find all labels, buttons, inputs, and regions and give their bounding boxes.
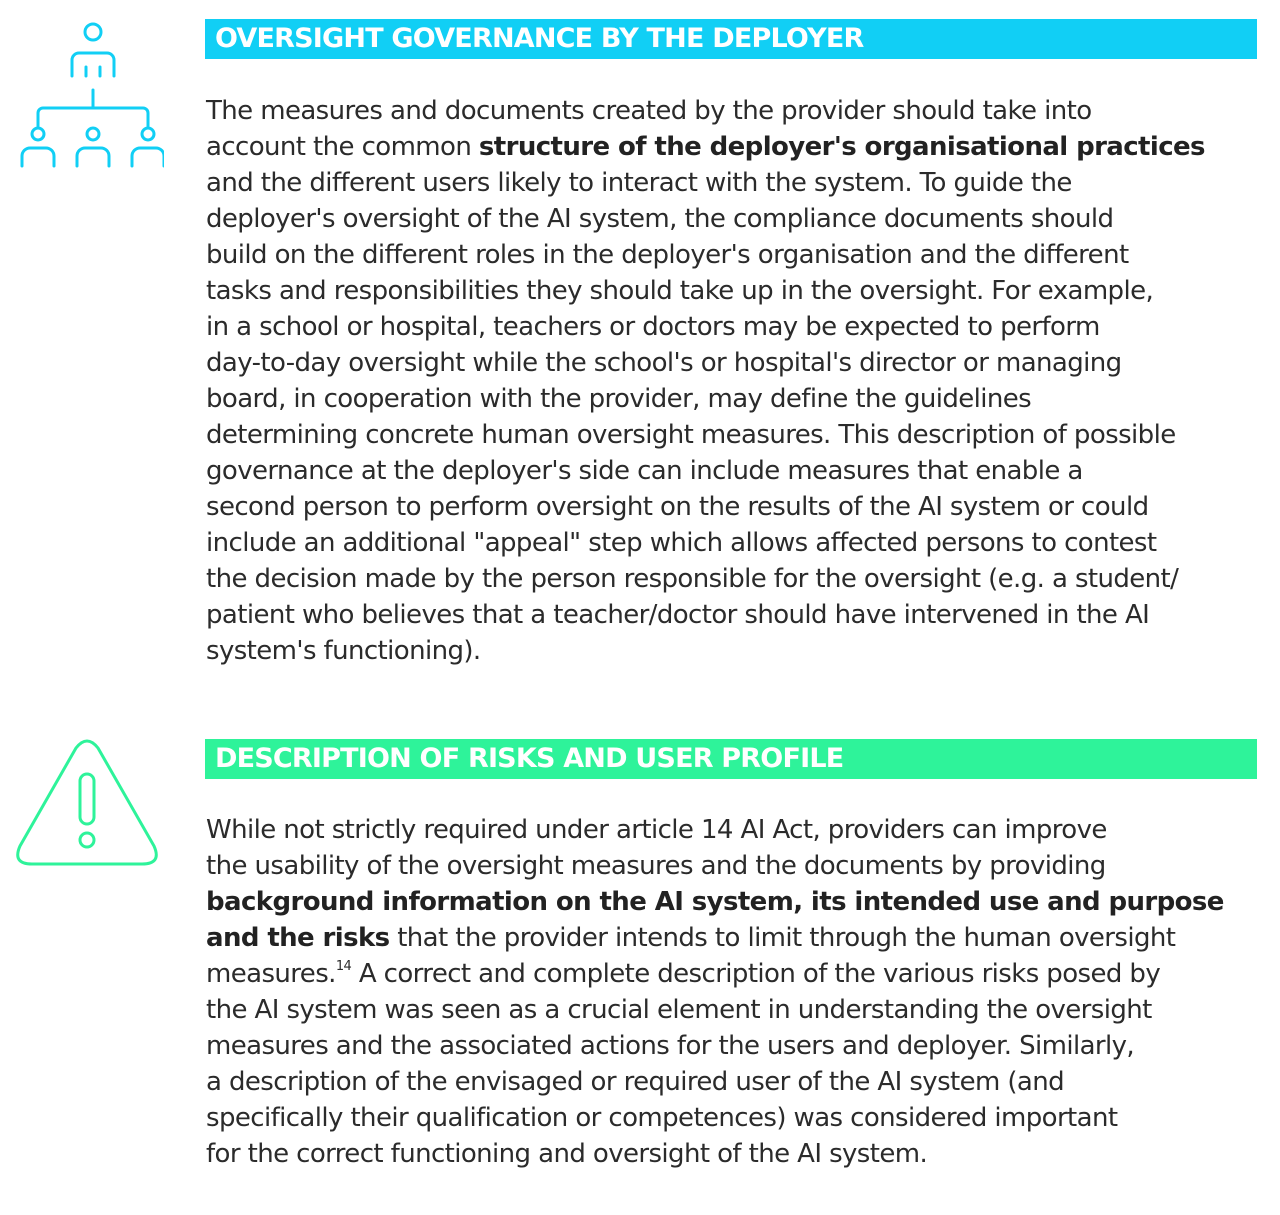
text-line: and the risks that the provider intends to limit through the human oversight bbox=[206, 923, 1176, 953]
text-line: include an additional "appeal" step which allows affected persons to contest bbox=[206, 528, 1157, 558]
text-line bbox=[206, 884, 1276, 920]
bold-emphasis: structure of the deployer's organisational practices bbox=[478, 132, 1205, 162]
text-line: governance at the deployer's side can include measures that enable a bbox=[206, 456, 1083, 486]
text-line: specifically their qualification or competences) was considered important bbox=[206, 1103, 1118, 1133]
governance-paragraph bbox=[206, 93, 1276, 669]
text-line: and the different users likely to interact with the system. To guide the bbox=[206, 168, 1072, 198]
text-line: The measures and documents created by the provider should take into bbox=[206, 96, 1092, 126]
bold-emphasis: and the risks bbox=[206, 923, 390, 953]
text-line: in a school or hospital, teachers or doctors may be expected to perform bbox=[206, 312, 1100, 342]
risks-paragraph bbox=[206, 812, 1276, 1172]
text-line: While not strictly required under article 14 AI Act, providers can improve bbox=[206, 815, 1107, 845]
text-line: system's functioning). bbox=[206, 636, 481, 666]
text-line: determining concrete human oversight measures. This description of possible bbox=[206, 420, 1176, 450]
text-line: the usability of the oversight measures and the documents by providing bbox=[206, 851, 1106, 881]
text-line: account the common structure of the deployer's organisational practices bbox=[206, 132, 1205, 162]
text-line: second person to perform oversight on the results of the AI system or could bbox=[206, 492, 1149, 522]
text-line: day-to-day oversight while the school's or hospital's director or managing bbox=[206, 348, 1122, 378]
text-line: the AI system was seen as a crucial element in understanding the oversight bbox=[206, 995, 1152, 1025]
text-line: the decision made by the person responsible for the oversight (e.g. a student/ bbox=[206, 564, 1179, 594]
text-line: measures.$^{14}$ A correct and complete description of the various risks posed by bbox=[206, 959, 1161, 989]
text-line: patient who believes that a teacher/doctor should have intervened in the AI bbox=[206, 600, 1150, 630]
text-line: for the correct functioning and oversight of the AI system. bbox=[206, 1139, 928, 1169]
text-line: tasks and responsibilities they should take up in the oversight. For example, bbox=[206, 276, 1154, 306]
bold-emphasis: background information on the AI system, its intended use and purpose bbox=[206, 887, 1224, 917]
warning-triangle-icon bbox=[14, 738, 160, 870]
governance-heading: OVERSIGHT GOVERNANCE BY THE DEPLOYER bbox=[205, 19, 1257, 59]
text-line: build on the different roles in the deployer's organisation and the different bbox=[206, 240, 1129, 270]
footnote-ref[interactable]: 14 bbox=[335, 959, 352, 974]
text-line: board, in cooperation with the provider, may define the guidelines bbox=[206, 384, 1032, 414]
text-line: a description of the envisaged or required user of the AI system (and bbox=[206, 1067, 1065, 1097]
text-line: deployer's oversight of the AI system, the compliance documents should bbox=[206, 204, 1114, 234]
risks-heading: DESCRIPTION OF RISKS AND USER PROFILE bbox=[205, 739, 1257, 779]
org-hierarchy-icon bbox=[14, 18, 164, 170]
text-line: measures and the associated actions for the users and deployer. Similarly, bbox=[206, 1031, 1135, 1061]
